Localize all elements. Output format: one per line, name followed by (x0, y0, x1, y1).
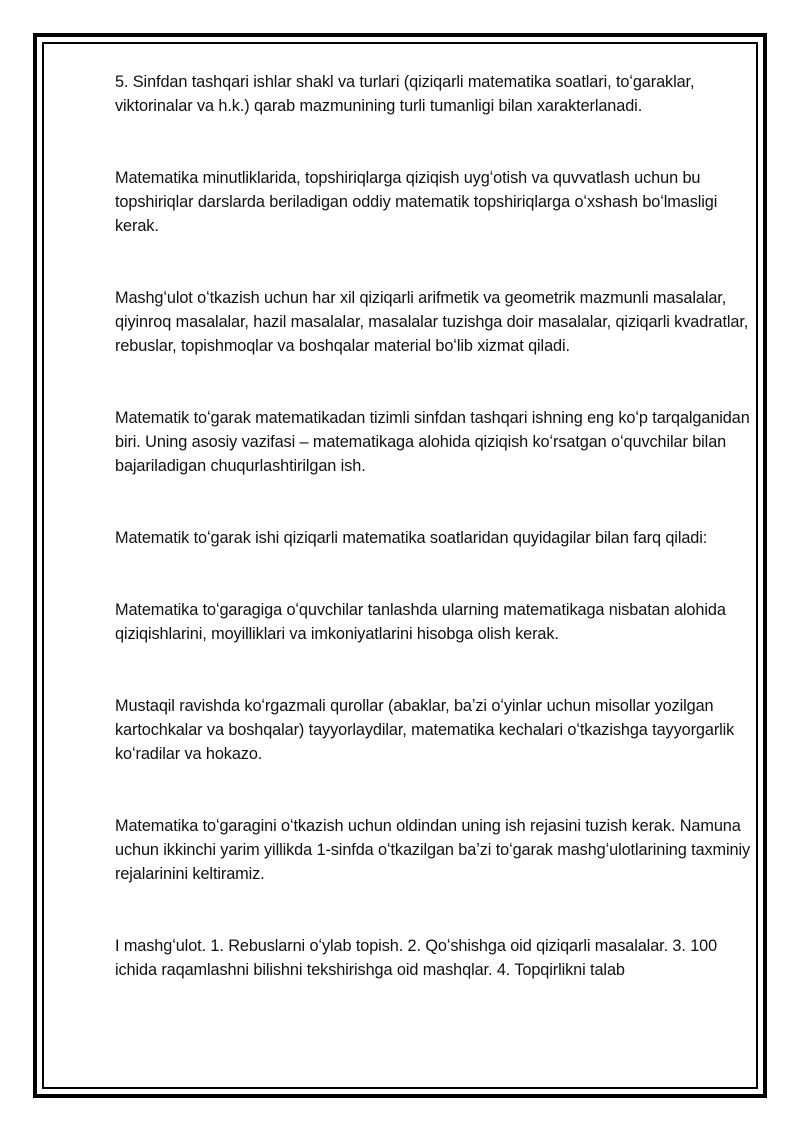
paragraph: Matematika toʻgaragiga oʻquvchilar tanlashda ularning matematikaga nisbatan alohida qiziqishlarini, moyilliklari va imkoniyatlarini hisobga olish kerak. (115, 601, 726, 643)
paragraph: Matematik toʻgarak matematikadan tizimli sinfdan tashqari ishning eng koʻp tarqalganidan biri. Uning asosiy vazifasi – matematikaga alohida qiziqish koʻrsatgan oʻquvchilar bilan bajariladigan chuqurlashtirilgan ish. (115, 409, 750, 475)
document-body (115, 70, 755, 1070)
paragraph: Mustaqil ravishda koʻrgazmali qurollar (abaklar, baʼzi oʻyinlar uchun misollar yozilgan kartochkalar va boshqalar) tayyorlaydilar, matematika kechalari oʻtkazishga tayyorgarlik koʻradilar va hokazo. (115, 697, 735, 763)
paragraph: Matematik toʻgarak ishi qiziqarli matematika soatlaridan quyidagilar bilan farq qiladi: (115, 529, 708, 547)
paragraph: I mashgʻulot. 1. Rebuslarni oʻylab topish. 2. Qoʻshishga oid qiziqarli masalalar. 3. 100 ichida raqamlashni bilishni tekshirishga oid mashqlar. 4. Topqirlikni talab (115, 937, 718, 979)
paragraph: Matematika minutliklarida, topshiriqlarga qiziqish uygʻotish va quvvatlash uchun bu topshiriqlar darslarda beriladigan oddiy matematik topshiriqlarga oʻxshash boʻlmasligi kerak. (115, 169, 718, 235)
paragraph: Mashgʻulot oʻtkazish uchun har xil qiziqarli arifmetik va geometrik mazmunli masalalar, qiyinroq masalalar, hazil masalalar, masalalar tuzishga doir masalalar, qiziqarli kvadratlar, rebuslar, topishmoqlar va boshqalar material boʻlib xizmat qiladi. (115, 289, 749, 355)
paragraph: Matematika toʻgaragini oʻtkazish uchun oldindan uning ish rejasini tuzish kerak. Namuna uchun ikkinchi yarim yillikda 1-sinfda oʻtkazilgan baʼzi toʻgarak mashgʻulotlarining taxminiy rejalarinini keltiramiz. (115, 817, 751, 883)
paragraph: 5. Sinfdan tashqari ishlar shakl va turlari (qiziqarli matematika soatlari, toʻgaraklar, viktorinalar va h.k.) qarab mazmunining turli tumanligi bilan xarakterlanadi. (115, 73, 695, 115)
